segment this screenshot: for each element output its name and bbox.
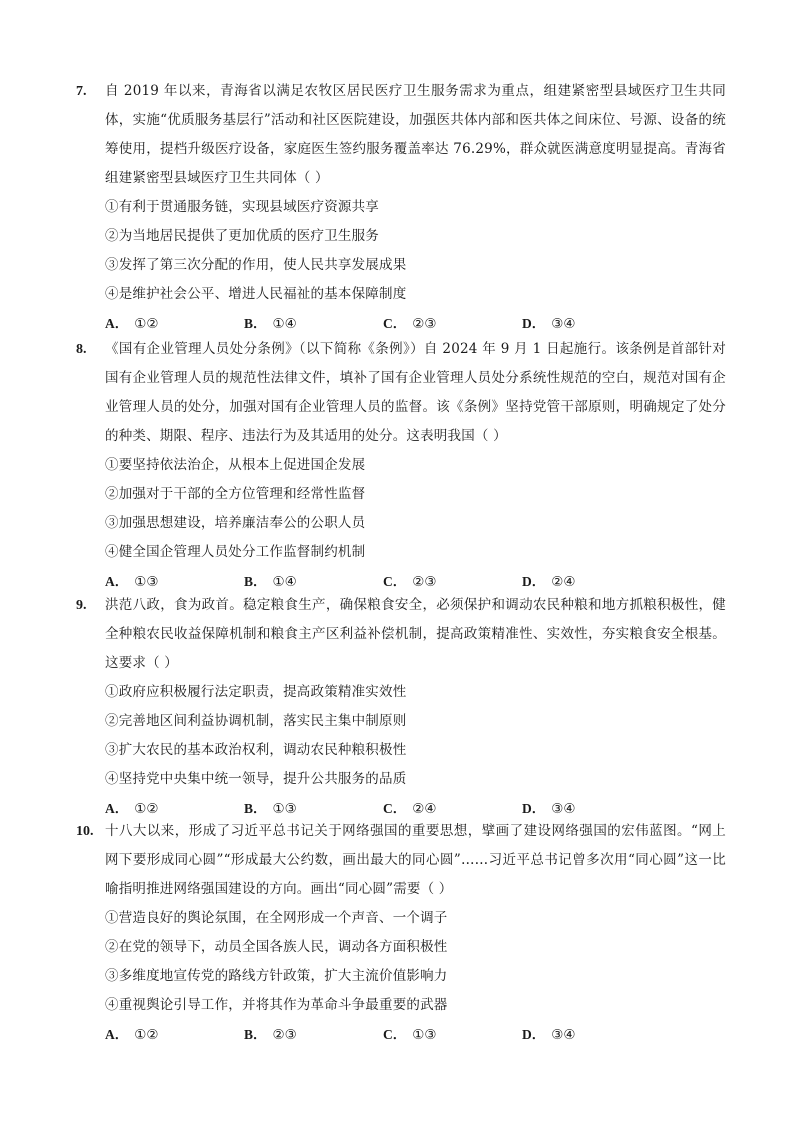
choice-letter: D． [522, 801, 546, 816]
choice-b[interactable] [244, 1020, 383, 1050]
answer-choices [105, 1020, 726, 1050]
choice-text: ①④ [272, 316, 297, 332]
statement-1: ①要坚持依法治企，从根本上促进国企发展 [105, 457, 366, 473]
choice-letter: D． [522, 574, 546, 589]
statement-3: ③加强思想建设，培养廉洁奉公的公职人员 [105, 515, 366, 531]
question-stem: 洪范八政，食为政首。稳定粮食生产，确保粮食安全，必须保护和调动农民种粮和地方抓粮积极性，健全种粮农民收益保障机制和粮食主产区利益补偿机制，提高政策精准性、实效性，夯实粮食安全根基。这要求（ ） [105, 597, 726, 671]
choice-letter: D． [522, 1027, 546, 1042]
choice-a[interactable] [105, 1020, 244, 1050]
choice-text: ②③ [272, 1027, 297, 1043]
statement-4: ④重视舆论引导工作，并将其作为革命斗争最重要的武器 [105, 997, 448, 1013]
question-8 [76, 335, 726, 597]
question-stem: 自 2019 年以来，青海省以满足农牧区居民医疗卫生服务需求为重点，组建紧密型县域医疗卫生共同体，实施“优质服务基层行”活动和社区医院建设，加强医共体内部和医共体之间床位、号源、设备的统筹使用，提档升级医疗设备，家庭医生签约服务覆盖率达 76.29%，群众就医满意度明显提高。青海省组建紧密型县域医疗卫生共同体（ ） [105, 83, 726, 186]
choice-text: ①② [134, 1027, 159, 1043]
choice-text: ③④ [551, 1027, 576, 1043]
choice-text: ①② [134, 316, 159, 332]
statement-list [105, 451, 726, 567]
statement-2: ②为当地居民提供了更加优质的医疗卫生服务 [105, 228, 379, 244]
statement-2: ②加强对于干部的全方位管理和经常性监督 [105, 486, 366, 502]
question-stem: 《国有企业管理人员处分条例》（以下简称《条例》）自 2024 年 9 月 1 日起施行。该条例是首部针对国有企业管理人员的规范性法律文件，填补了国有企业管理人员处分系统性规范的空白，规范对国有企业管理人员的处分，加强对国有企业管理人员的监督。该《条例》坚持党管干部原则，明确规定了处分的种类、期限、程序、违法行为及其适用的处分。这表明我国（ ） [105, 341, 726, 444]
question-7 [76, 77, 726, 339]
choice-text: ①③ [412, 1027, 437, 1043]
choice-letter: A． [105, 801, 129, 816]
statement-list [105, 193, 726, 309]
statement-3: ③扩大农民的基本政治权利，调动农民种粮积极性 [105, 742, 407, 758]
statement-4: ④坚持党中央集中统一领导，提升公共服务的品质 [105, 771, 407, 787]
statement-list [105, 904, 726, 1020]
question-number: 10. [76, 824, 94, 839]
choice-d[interactable] [522, 1020, 661, 1050]
choice-letter: C． [383, 316, 407, 331]
choice-letter: A． [105, 1027, 129, 1042]
statement-2: ②完善地区间利益协调机制，落实民主集中制原则 [105, 713, 407, 729]
statement-3: ③多维度地宣传党的路线方针政策，扩大主流价值影响力 [105, 968, 448, 984]
statement-4: ④健全国企管理人员处分工作监督制约机制 [105, 544, 366, 560]
choice-letter: B． [244, 574, 267, 589]
choice-letter: B． [244, 801, 267, 816]
question-10 [76, 817, 726, 1050]
choice-letter: C． [383, 1027, 407, 1042]
statement-1: ①营造良好的舆论氛围，在全网形成一个声音、一个调子 [105, 910, 448, 926]
question-number: 9. [76, 598, 87, 613]
statement-3: ③发挥了第三次分配的作用，使人民共享发展成果 [105, 257, 407, 273]
choice-text: ①② [134, 801, 159, 817]
question-9 [76, 591, 726, 824]
statement-1: ①政府应积极履行法定职责，提高政策精准实效性 [105, 684, 407, 700]
choice-letter: A． [105, 316, 129, 331]
choice-text: ②④ [551, 574, 576, 590]
choice-letter: A． [105, 574, 129, 589]
choice-letter: B． [244, 1027, 267, 1042]
statement-2: ②在党的领导下，动员全国各族人民，调动各方面积极性 [105, 939, 448, 955]
choice-text: ②③ [412, 574, 437, 590]
choice-text: ③④ [551, 316, 576, 332]
choice-text: ①③ [272, 801, 297, 817]
statement-1: ①有利于贯通服务链，实现县域医疗资源共享 [105, 199, 379, 215]
choice-text: ③④ [551, 801, 576, 817]
question-stem: 十八大以来，形成了习近平总书记关于网络强国的重要思想，擘画了建设网络强国的宏伟蓝图。“网上网下要形成同心圆”“形成最大公约数，画出最大的同心圆”……习近平总书记曾多次用“同心圆”这一比喻指明推进网络强国建设的方向。画出“同心圆”需要（ ） [105, 823, 726, 897]
choice-text: ①③ [134, 574, 159, 590]
choice-text: ①④ [272, 574, 297, 590]
statement-list [105, 678, 726, 794]
choice-letter: C． [383, 574, 407, 589]
choice-letter: C． [383, 801, 407, 816]
choice-text: ②④ [412, 801, 437, 817]
choice-c[interactable] [383, 1020, 522, 1050]
choice-letter: B． [244, 316, 267, 331]
choice-text: ②③ [412, 316, 437, 332]
choice-letter: D． [522, 316, 546, 331]
statement-4: ④是维护社会公平、增进人民福祉的基本保障制度 [105, 286, 407, 302]
question-number: 7. [76, 84, 87, 99]
question-number: 8. [76, 342, 87, 357]
